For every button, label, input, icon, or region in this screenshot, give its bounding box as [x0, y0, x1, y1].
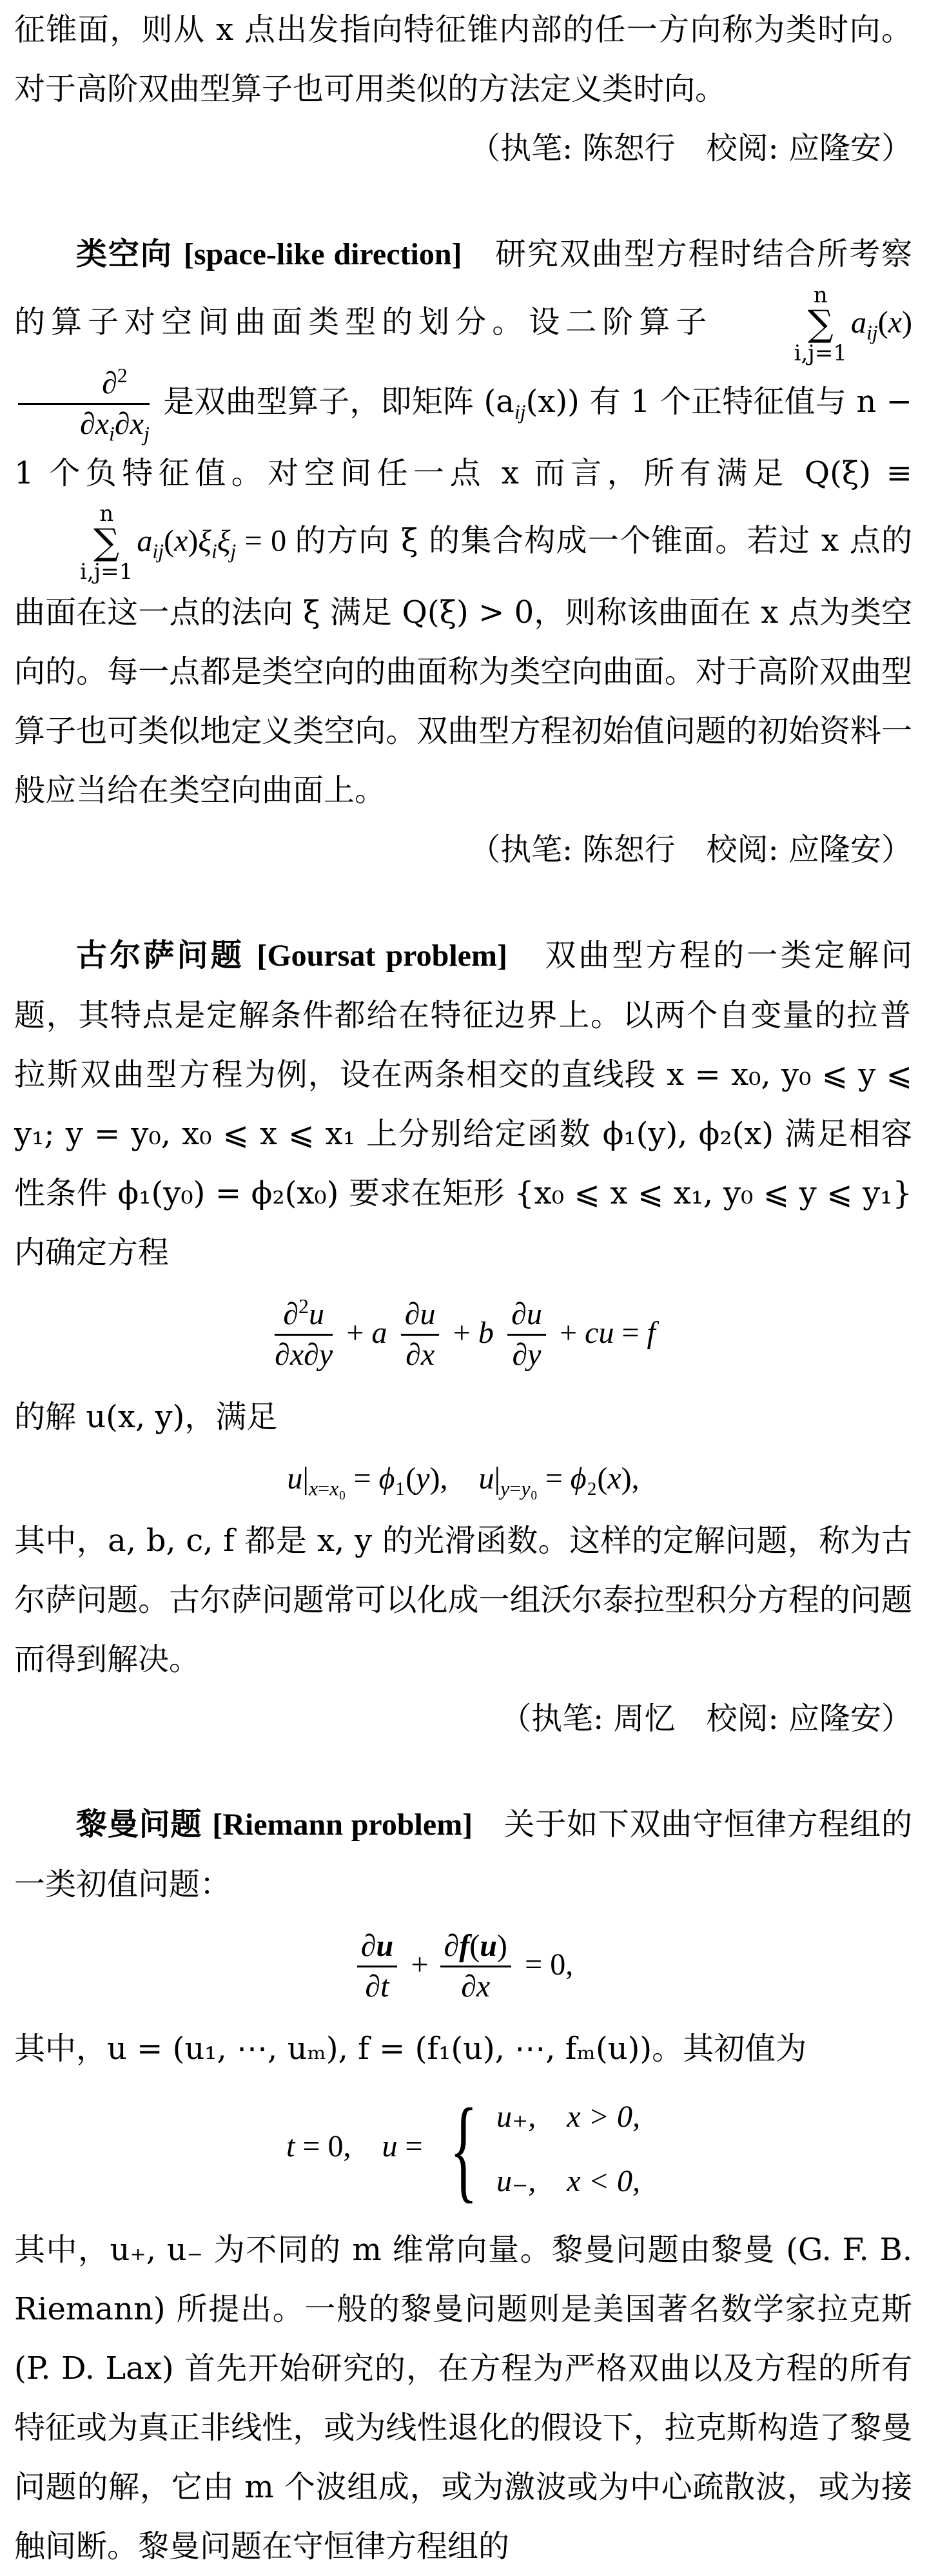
- riemann-text-3: 其中，u₊, u₋ 为不同的 m 维常向量。黎曼问题由黎曼 (G. F. B. Riemann) 所提出。一般的黎曼问题则是美国著名数学家拉克斯 (P. D. Lax) 首先开始研究的，在方程为严格双曲以及方程的所有特征或为真正非线性，或为线性退化的假设下，拉克斯构造了黎曼问题的解，它由 m 个波组成，或为激波或为中心疏散波，或为接触间断。黎曼问题在守恒律方程组的: [14, 2232, 912, 2564]
- initial-value-equation: t = 0, u = { u₊, x > 0, u₋, x < 0,: [286, 2085, 640, 2213]
- case-negative: u₋, x < 0,: [496, 2164, 640, 2198]
- goursat-credit: （执笔: 周忆 校阅: 应隆安）: [500, 1701, 912, 1737]
- cross-reference-link[interactable]: 拉普拉斯双曲型方程: [14, 997, 912, 1093]
- spacelike-text-4: 的方向 ξ 的集合构成一个锥面。若过 x 点的曲面在这一点的法向 ξ 满足 Q(ξ) > 0，则称该曲面在 x 点为类空向的。每一点都是类空向的曲面称为类空向曲面。对于高阶双曲型算子也可类似地定义类空向。双曲型方程初始值问题的初始资料一般应当给在类空向曲面上。: [14, 522, 912, 808]
- sum-upper: n: [813, 282, 828, 308]
- section-gap: [14, 178, 912, 224]
- piecewise-cases: { u₊, x > 0, u₋, x < 0,: [449, 2085, 640, 2213]
- case-positive: u₊, x > 0,: [496, 2100, 640, 2134]
- goursat-term: 古尔萨问题: [76, 937, 244, 973]
- riemann-text-1: 关于如下双曲守恒律方程组的一类初值问题：: [14, 1806, 912, 1902]
- section-gap: [14, 1748, 912, 1795]
- spacelike-text-1: 研究双曲型方程时结合所考察的算子对空间曲面类型的划分。设二阶算子: [14, 236, 912, 340]
- spacelike-text-2: 是双曲型算子，即矩阵 (a: [163, 384, 514, 420]
- goursat-text-2: 为例，设在两条相交的直线段 x = x₀, y₀ ⩽ y ⩽ y₁; y = y₀, x₀ ⩽ x ⩽ x₁ 上分别给定函数 ϕ₁(y), ϕ₂(x) 满足相容性条件 ϕ₁(y₀) = ϕ₂(x₀) 要求在矩形 {x₀ ⩽ x ⩽ x₁, y₀ ⩽ y ⩽ y₁} 内确定方程: [14, 1057, 912, 1271]
- spacelike-term: 类空向: [76, 236, 173, 272]
- riemann-english: [Riemann problem]: [212, 1808, 473, 1842]
- riemann-entry: [14, 1795, 912, 1914]
- spacelike-entry: 类空向 [space-like direction] 研究双曲型方程时结合所考察的算子对空间曲面类型的划分。设二阶算子 n ∑ i,j=1 $a_{ij}(x)$ $\frac{\partial^2}{\partial x_i\partial x_j}$ 是双曲型算子，即矩阵 $(a_{ij}(x))$ 有 1 个正特征值与 n − 1 个负特征值。对空间任一点 x 而言，所有满足 Q(ξ) ≡ n ∑ i,j=1 $a_{ij}(x)\xi_i\xi_j = 0$ 的方向 ξ 的集合构成一个锥面。若过 x 点的曲面在这一点的法向 ξ 满足 Q(ξ) > 0，则称该曲面在 x 点为类空向的。每一点都是类空向的曲面称为类空向曲面。对于高阶双曲型算子也可类似地定义类空向。双曲型方程初始值问题的初始资料一般应当给在类空向曲面上。: [14, 236, 912, 808]
- sum-operator-2: n ∑ i,j=1: [80, 501, 133, 585]
- intro-credit: （执笔: 陈恕行 校阅: 应隆安）: [469, 130, 912, 166]
- riemann-text-2: 其中，u = (u₁, ⋯, uₘ), f = (f₁(u), ⋯, fₘ(u))。其初值为: [14, 2031, 807, 2067]
- spacelike-english: [space-like direction]: [183, 237, 462, 271]
- section-gap: [14, 879, 912, 926]
- second-derivative-fraction: $\frac{\partial^2}{\partial x_i\partial x_j}$: [18, 364, 150, 444]
- spacelike-credit: （执笔: 陈恕行 校阅: 应隆安）: [469, 832, 912, 868]
- goursat-english: [Goursat problem]: [257, 939, 507, 973]
- sum-operator: n ∑ i,j=1: [732, 284, 847, 364]
- goursat-text-1: 双曲型方程的一类定解问题，其特点是定解条件都给在特征边界上。以两个自变量的: [14, 937, 913, 1033]
- spacelike-text-3: (x)) 有 1 个正特征值与 n − 1 个负特征值。对空间任一点 x 而言，所有满足 Q(ξ) ≡: [14, 384, 912, 491]
- goursat-entry: [14, 926, 912, 1282]
- goursat-text-4: 其中，a, b, c, f 都是 x, y 的光滑函数。这样的定解问题，称为古尔萨问题。古尔萨问题常可以化成一组沃尔泰拉型积分方程的问题而得到解决。: [14, 1523, 912, 1677]
- conservation-law-equation: $\frac{\partial u}{\partial t}$ + $\frac{\partial f(u)}{\partial x}$ = 0,: [14, 1914, 912, 2019]
- intro-paragraph: 征锥面，则从 x 点出发指向特征锥内部的任一方向称为类时向。对于高阶双曲型算子也可用类似的方法定义类时向。: [14, 12, 912, 107]
- goursat-equation: $\frac{\partial^2u}{\partial x\partial y}$ + a $\frac{\partial u}{\partial x}$ + b $\frac{\partial u}{\partial y}$ + cu = f: [275, 1294, 656, 1372]
- riemann-term: 黎曼问题: [76, 1806, 202, 1842]
- goursat-boundary-condition: $u|_{x=x_0} = \phi_1(y)$, $u|_{y=y_0} = \phi_2(x)$,: [287, 1461, 640, 1500]
- sum-lower: i,j=1: [794, 340, 847, 366]
- goursat-text-3: 的解 u(x, y)，满足: [14, 1399, 278, 1435]
